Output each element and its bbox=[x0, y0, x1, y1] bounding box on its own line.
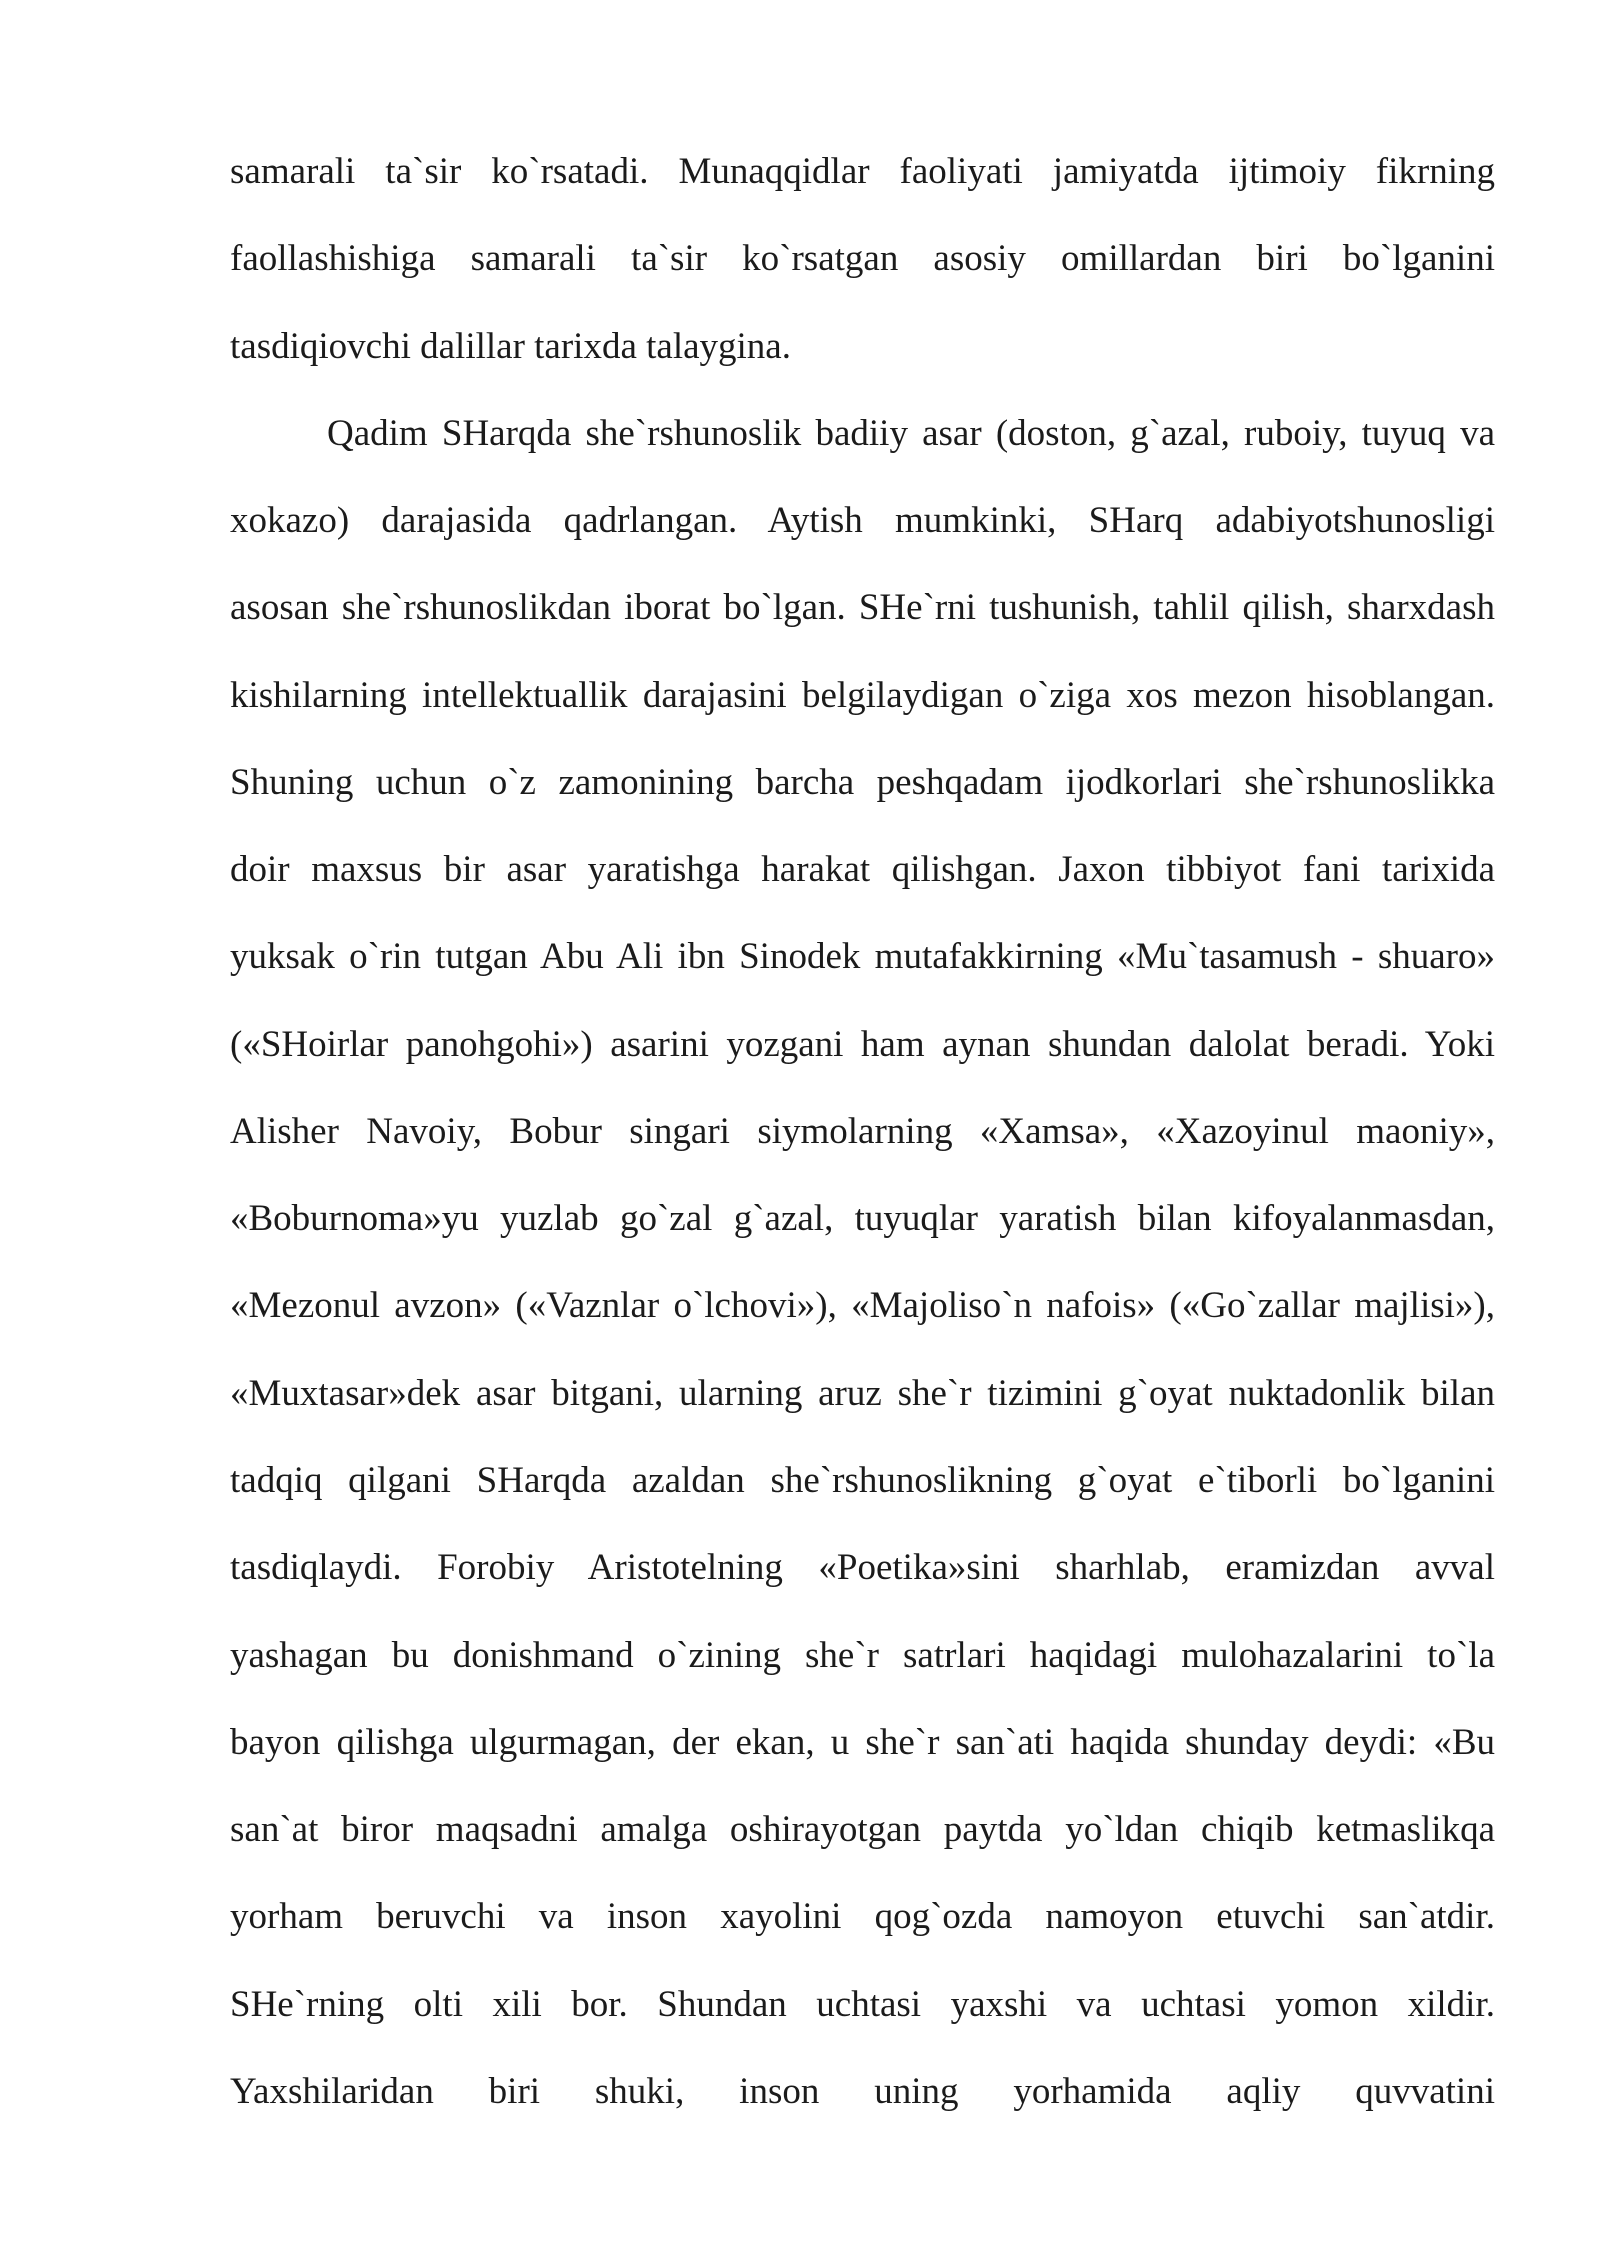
body-text bbox=[230, 128, 1495, 2135]
text-line: Alisher Navoiy, Bobur singari siymolarning «Xamsa», «Xazoyinul maoniy», bbox=[230, 1110, 1495, 1152]
paragraph bbox=[230, 390, 1495, 2135]
text-line: «Muxtasar»dek asar bitgani, ularning aruz she`r tizimini g`oyat nuktadonlik bilan bbox=[230, 1372, 1495, 1414]
text-line: doir maxsus bir asar yaratishga harakat qilishgan. Jaxon tibbiyot fani tarixida bbox=[230, 849, 1495, 891]
text-line: tasdiqiovchi dalillar tarixda talaygina. bbox=[230, 325, 791, 367]
text-line: tasdiqlaydi. Forobiy Aristotelning «Poetika»sini sharhlab, eramizdan avval bbox=[230, 1547, 1495, 1589]
text-line: bayon qilishga ulgurmagan, der ekan, u she`r san`ati haqida shunday deydi: «Bu bbox=[230, 1721, 1495, 1763]
text-line: asosan she`rshunoslikdan iborat bo`lgan. SHe`rni tushunish, tahlil qilish, sharxdash bbox=[230, 587, 1495, 629]
text-line: SHe`rning olti xili bor. Shundan uchtasi yaxshi va uchtasi yomon xildir. bbox=[230, 1983, 1495, 2025]
text-line: samarali ta`sir ko`rsatadi. Munaqqidlar faoliyati jamiyatda ijtimoiy fikrning bbox=[230, 151, 1495, 192]
text-line: yashagan bu donishmand o`zining she`r satrlari haqidagi mulohazalarini to`la bbox=[230, 1634, 1495, 1676]
text-line: («SHoirlar panohgohi») asarini yozgani ham aynan shundan dalolat beradi. Yoki bbox=[230, 1023, 1495, 1065]
text-line: xokazo) darajasida qadrlangan. Aytish mumkinki, SHarq adabiyotshunosligi bbox=[230, 500, 1495, 542]
text-line: faollashishiga samarali ta`sir ko`rsatgan asosiy omillardan biri bo`lganini bbox=[230, 238, 1495, 280]
paragraph bbox=[230, 128, 1495, 390]
text-line: «Boburnoma»yu yuzlab go`zal g`azal, tuyuqlar yaratish bilan kifoyalanmasdan, bbox=[230, 1198, 1495, 1240]
text-line: Yaxshilaridan biri shuki, inson uning yorhamida aqliy quvvatini bbox=[230, 2070, 1495, 2112]
text-line: yuksak o`rin tutgan Abu Ali ibn Sinodek mutafakkirning «Mu`tasamush - shuaro» bbox=[230, 936, 1495, 978]
text-line: Qadim SHarqda she`rshunoslik badiiy asar (doston, g`azal, ruboiy, tuyuq va bbox=[327, 412, 1495, 454]
text-line: «Mezonul avzon» («Vaznlar o`lchovi»), «Majoliso`n nafois» («Go`zallar majlisi»), bbox=[230, 1285, 1495, 1327]
text-line: yorham beruvchi va inson xayolini qog`ozda namoyon etuvchi san`atdir. bbox=[230, 1896, 1495, 1938]
text-line: kishilarning intellektuallik darajasini belgilaydigan o`ziga xos mezon hisoblangan. bbox=[230, 674, 1495, 716]
text-line: Shuning uchun o`z zamonining barcha peshqadam ijodkorlari she`rshunoslikka bbox=[230, 761, 1495, 803]
text-line: san`at biror maqsadni amalga oshirayotgan paytda yo`ldan chiqib ketmaslikqa bbox=[230, 1809, 1495, 1851]
text-line: tadqiq qilgani SHarqda azaldan she`rshunoslikning g`oyat e`tiborli bo`lganini bbox=[230, 1459, 1495, 1501]
